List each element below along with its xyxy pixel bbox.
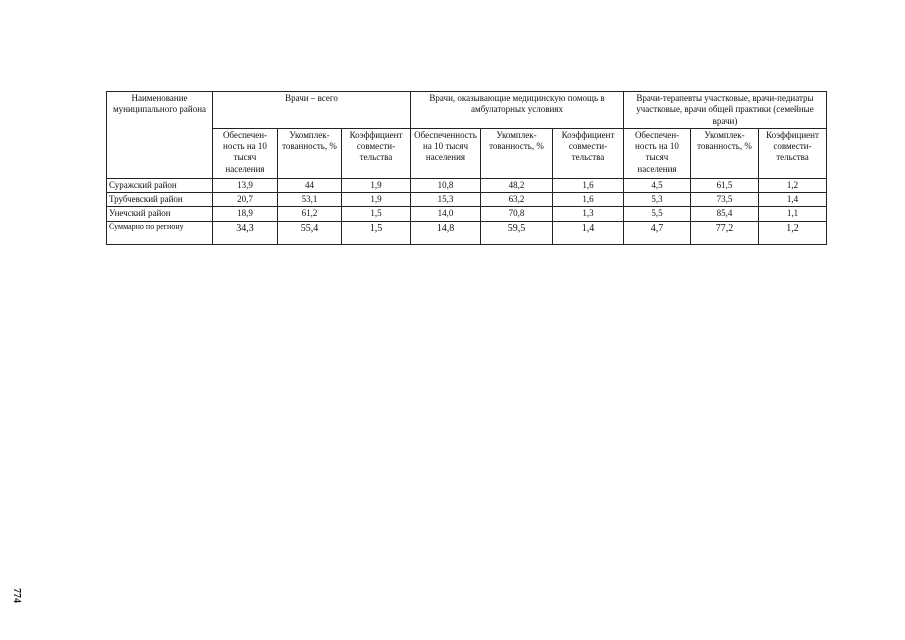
table-cell: 5,5	[624, 207, 691, 221]
table-row	[107, 193, 827, 207]
table-cell: 14,0	[411, 207, 481, 221]
total-cell: 77,2	[691, 221, 759, 244]
table-cell: 61,5	[691, 178, 759, 192]
table-cell: 1,6	[553, 193, 624, 207]
total-cell: 1,4	[553, 221, 624, 244]
district-name: Унечский район	[107, 207, 213, 221]
table-cell: 1,6	[553, 178, 624, 192]
table-cell: 44	[278, 178, 342, 192]
total-label: Суммарно по региону	[107, 221, 213, 244]
total-cell: 1,2	[759, 221, 827, 244]
table-cell: 13,9	[213, 178, 278, 192]
subheader-coefficient: Коэффициент совместительства	[553, 128, 624, 178]
total-cell: 1,5	[342, 221, 411, 244]
table-row	[107, 178, 827, 192]
table-cell: 1,5	[342, 207, 411, 221]
table-cell: 1,1	[759, 207, 827, 221]
table-cell: 1,3	[553, 207, 624, 221]
subheader-coefficient: Коэффициент совместительства	[342, 128, 411, 178]
table-subheader-row	[107, 128, 827, 178]
subheader-provision: Обеспеченность на 10 тысяч населения	[411, 128, 481, 178]
total-cell: 14,8	[411, 221, 481, 244]
table-cell: 61,2	[278, 207, 342, 221]
table-cell: 1,4	[759, 193, 827, 207]
table-group-header-row	[107, 92, 827, 129]
table-cell: 1,2	[759, 178, 827, 192]
table-cell: 15,3	[411, 193, 481, 207]
group-header-all-doctors: Врачи – всего	[213, 92, 411, 129]
total-cell: 55,4	[278, 221, 342, 244]
total-cell: 34,3	[213, 221, 278, 244]
subheader-staffing: Укомплектованность, %	[481, 128, 553, 178]
table-cell: 53,1	[278, 193, 342, 207]
district-name: Трубчевский район	[107, 193, 213, 207]
table-row	[107, 207, 827, 221]
table-cell: 10,8	[411, 178, 481, 192]
table-cell: 70,8	[481, 207, 553, 221]
subheader-staffing: Укомплектованность, %	[691, 128, 759, 178]
subheader-coefficient: Коэффициент совместительства	[759, 128, 827, 178]
table-cell: 48,2	[481, 178, 553, 192]
statistics-table	[106, 91, 827, 245]
table-cell: 5,3	[624, 193, 691, 207]
district-column-header: Наименование муниципального района	[107, 92, 213, 179]
table-cell: 4,5	[624, 178, 691, 192]
table-cell: 85,4	[691, 207, 759, 221]
subheader-provision: Обеспеченность на 10 тысяч населения	[624, 128, 691, 178]
table-cell: 1,9	[342, 193, 411, 207]
table-cell: 20,7	[213, 193, 278, 207]
total-cell: 59,5	[481, 221, 553, 244]
total-cell: 4,7	[624, 221, 691, 244]
district-name: Суражский район	[107, 178, 213, 192]
group-header-district-therapists: Врачи-терапевты участковые, врачи-педиатры участковые, врачи общей практики (семейные врачи)	[624, 92, 827, 129]
subheader-staffing: Укомплектованность, %	[278, 128, 342, 178]
page-number: 774	[11, 588, 22, 603]
group-header-outpatient-doctors: Врачи, оказывающие медицинскую помощь в амбулаторных условиях	[411, 92, 624, 129]
table-cell: 1,9	[342, 178, 411, 192]
table-total-row	[107, 221, 827, 244]
table-cell: 18,9	[213, 207, 278, 221]
table-cell: 63,2	[481, 193, 553, 207]
table-cell: 73,5	[691, 193, 759, 207]
subheader-provision: Обеспеченность на 10 тысяч населения	[213, 128, 278, 178]
